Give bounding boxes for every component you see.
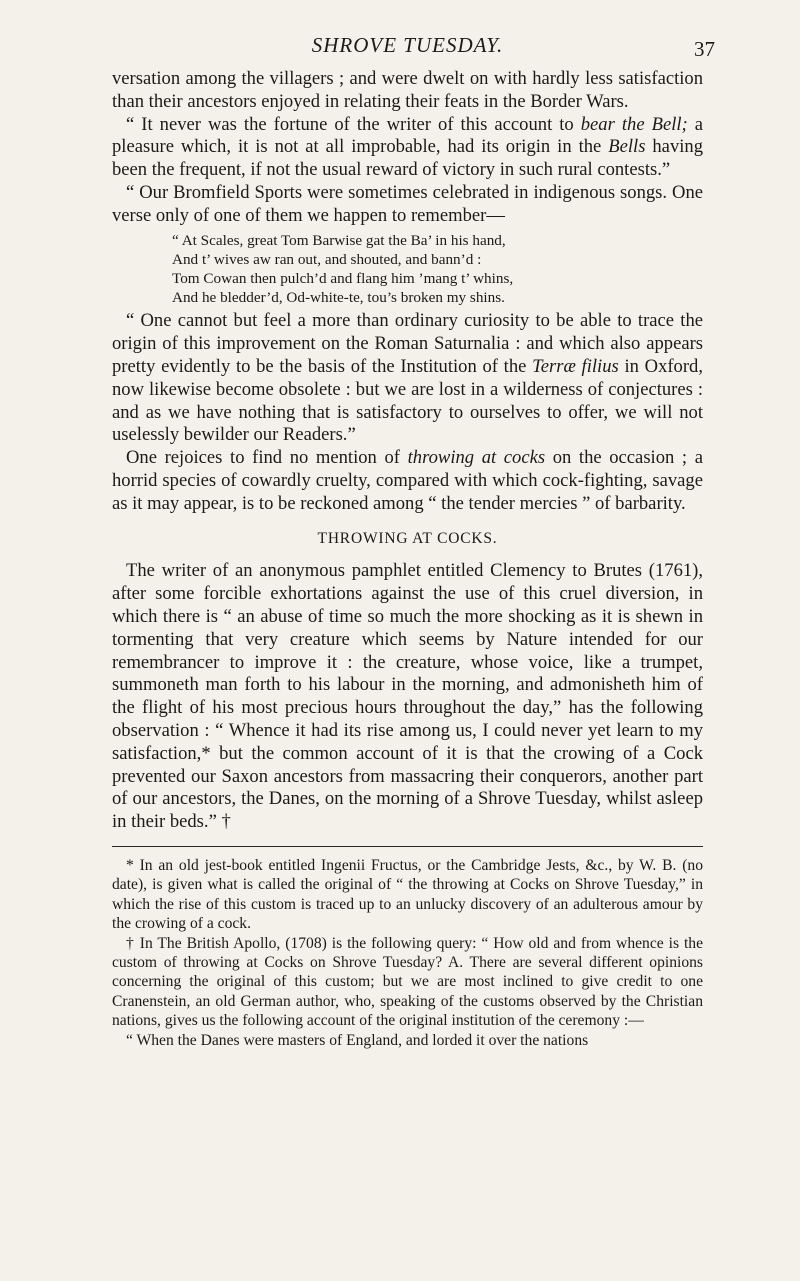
- verse-block: [172, 231, 703, 308]
- paragraph-6: The writer of an anonymous pamphlet entitled Clemency to Brutes (1761), after some forcible exhortations against the use of this cruel diversion, in which there is “ an abuse of time so much the more shocking as it is shewn in tormenting that very creature which seems by Nature intended for our remembrancer to improve it : the creature, whose voice, like a trumpet, summoneth man forth to his labour in the morning, and admonisheth him of the flight of his most precious hours throughout the day,” has the following observation : “ Whence it had its rise among us, I could never yet learn to my satisfaction,* but the common account of it is that the crowing of a Cock prevented our Saxon ancestors from massacring their conquerors, another part of our ancestors, the Danes, on the morning of a Shrove Tuesday, whilst asleep in their beds.” †: [112, 560, 703, 833]
- emphasis-bear-the-bell: bear the Bell;: [580, 113, 688, 135]
- paragraph-1: versation among the villagers ; and were dwelt on with hardly less satisfaction than their ancestors enjoyed in relating their feats in the Border Wars.: [112, 68, 703, 112]
- body-text: [112, 68, 703, 834]
- section-heading: THROWING AT COCKS.: [317, 529, 498, 547]
- emphasis-terrae-filius: Terræ filius: [532, 355, 619, 377]
- verse-line: “ At Scales, great Tom Barwise gat the Ba’ in his hand,: [172, 231, 506, 249]
- footnote-rule: [112, 846, 703, 847]
- verse-line: And he bledder’d, Od-white-te, tou’s broken my shins.: [172, 289, 505, 307]
- emphasis-bells: Bells: [608, 136, 646, 158]
- paragraph-5: One rejoices to find no mention of throwing at cocks on the occasion ; a horrid species of cowardly cruelty, compared with which cock-fighting, savage as it may appear, is to be reckoned among “ the tender mercies ” of barbarity.: [112, 447, 703, 514]
- paragraph-3: “ Our Bromfield Sports were sometimes celebrated in indigenous songs. One verse only of one of them we happen to remember—: [112, 181, 703, 226]
- paragraph-4: “ One cannot but feel a more than ordinary curiosity to be able to trace the origin of this improvement on the Roman Saturnalia : and which also appears pretty evidently to be the basis of the Institution of the Terræ filius in Oxford, now likewise become obsolete : but we are lost in a wilderness of conjectures : and as we have nothing that is satisfactory to ourselves to offer, we will not uselessly bewilder our Readers.”: [112, 310, 703, 446]
- verse-line: And t’ wives aw ran out, and shouted, and bann’d :: [172, 250, 482, 268]
- running-head: [112, 0, 715, 68]
- footnote-3: “ When the Danes were masters of England, and lorded it over the nations: [126, 1031, 589, 1049]
- emphasis-throwing-at-cocks: throwing at cocks: [407, 447, 546, 469]
- footnote-1: * In an old jest-book entitled Ingenii Fructus, or the Cambridge Jests, &c., by W. B. (no date), is given what is called the original of “ the throwing at Cocks on Shrove Tuesday,” in which the rise of this custom is traced up to an unlucky discovery of an adulterous amour by the crowing of a cock.: [112, 856, 703, 933]
- footnotes: [112, 856, 703, 1050]
- page-number: 37: [694, 37, 715, 61]
- footnote-2: † In The British Apollo, (1708) is the following query: “ How old and from whence is the custom of throwing at Cocks on Shrove Tuesday? A. There are several different opinions concerning the original of this custom; but we are most inclined to give credit to one Cranenstein, an old German author, who, speaking of the customs observed by the Christian nations, gives us the following account of the original institution of the ceremony :—: [112, 934, 703, 1030]
- paragraph-2: “ It never was the fortune of the writer of this account to bear the Bell; a pleasure which, it is not at all improbable, had its origin in the Bells having been the frequent, if not the usual reward of victory in such rural contests.”: [112, 113, 704, 181]
- verse-line: Tom Cowan then pulch’d and flang him ’mang t’ whins,: [172, 269, 514, 287]
- running-title: SHROVE TUESDAY.: [311, 33, 504, 57]
